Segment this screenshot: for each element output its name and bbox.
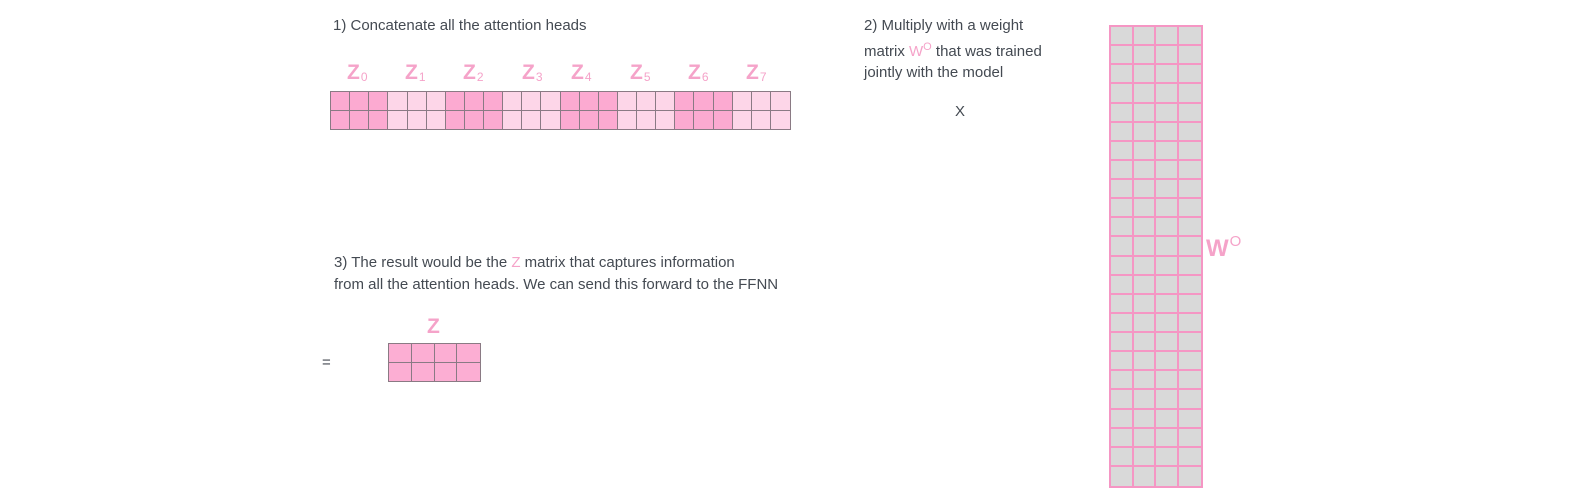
head-sub: 6 — [701, 70, 709, 84]
matrix-cell — [1134, 65, 1157, 84]
matrix-cell — [1179, 276, 1202, 295]
matrix-cell — [541, 92, 560, 111]
matrix-cell — [1156, 467, 1179, 486]
matrix-cell — [350, 111, 369, 130]
matrix-cell — [1156, 46, 1179, 65]
matrix-cell — [1134, 218, 1157, 237]
matrix-cell — [1111, 352, 1134, 371]
matrix-cell — [503, 92, 522, 111]
matrix-cell — [580, 92, 599, 111]
step3-line2: from all the attention heads. We can send this forward to the FFNN — [334, 275, 779, 293]
wo-sup: O — [923, 40, 932, 53]
matrix-cell — [1156, 429, 1179, 448]
matrix-cell — [1179, 410, 1202, 429]
weight-matrix-wo — [1109, 25, 1203, 488]
matrix-cell — [369, 111, 388, 130]
matrix-cell — [435, 344, 458, 363]
matrix-cell — [1111, 27, 1134, 46]
matrix-cell — [541, 111, 560, 130]
matrix-cell — [427, 92, 446, 111]
head-label-z6 — [688, 61, 709, 85]
multiply-symbol: X — [955, 103, 966, 120]
matrix-cell — [1156, 65, 1179, 84]
matrix-cell — [1134, 180, 1157, 199]
step3-line1-before: 3) The result would be the — [334, 254, 512, 271]
head-letter: Z — [347, 61, 360, 84]
matrix-cell — [637, 92, 656, 111]
matrix-cell — [1134, 161, 1157, 180]
step2-line2-after: that was trained — [931, 42, 1042, 60]
matrix-cell — [714, 111, 733, 130]
matrix-cell — [1134, 199, 1157, 218]
matrix-cell — [752, 111, 771, 130]
head-label-z7 — [746, 61, 767, 85]
matrix-cell — [1179, 142, 1202, 161]
matrix-cell — [1179, 84, 1202, 103]
head-sub: 4 — [584, 70, 592, 84]
step3-caption — [334, 252, 778, 295]
matrix-cell — [1134, 104, 1157, 123]
matrix-cell — [1156, 237, 1179, 256]
matrix-cell — [1156, 371, 1179, 390]
matrix-cell — [435, 363, 458, 382]
matrix-cell — [1111, 84, 1134, 103]
matrix-cell — [694, 111, 713, 130]
matrix-cell — [675, 111, 694, 130]
matrix-cell — [1179, 180, 1202, 199]
matrix-cell — [408, 111, 427, 130]
matrix-cell — [1179, 161, 1202, 180]
head-label-z2 — [463, 61, 484, 85]
matrix-cell — [618, 111, 637, 130]
matrix-cell — [1134, 46, 1157, 65]
step3-z-highlight: Z — [511, 254, 521, 271]
matrix-cell — [1111, 199, 1134, 218]
matrix-cell — [522, 111, 541, 130]
head-sub: 5 — [643, 70, 651, 84]
matrix-cell — [1156, 104, 1179, 123]
matrix-cell — [408, 92, 427, 111]
matrix-cell — [412, 363, 435, 382]
matrix-cell — [1134, 257, 1157, 276]
step2-caption — [864, 15, 1042, 84]
matrix-cell — [733, 92, 752, 111]
matrix-cell — [1111, 467, 1134, 486]
head-letter: Z — [522, 61, 535, 84]
z-matrix-label: Z — [427, 315, 440, 338]
matrix-cell — [1111, 429, 1134, 448]
matrix-cell — [1156, 448, 1179, 467]
matrix-cell — [1134, 237, 1157, 256]
matrix-cell — [1179, 218, 1202, 237]
matrix-cell — [1111, 371, 1134, 390]
matrix-cell — [1156, 218, 1179, 237]
matrix-cell — [1134, 333, 1157, 352]
matrix-cell — [1134, 371, 1157, 390]
matrix-cell — [1111, 314, 1134, 333]
matrix-cell — [484, 111, 503, 130]
matrix-cell — [1111, 257, 1134, 276]
step3-line1 — [334, 252, 778, 274]
matrix-cell — [1134, 295, 1157, 314]
head-label-z1 — [405, 61, 426, 85]
matrix-cell — [1156, 276, 1179, 295]
result-z-matrix — [388, 343, 481, 382]
matrix-cell — [1156, 314, 1179, 333]
matrix-cell — [1111, 390, 1134, 409]
matrix-cell — [1156, 199, 1179, 218]
matrix-cell — [331, 111, 350, 130]
head-label-z5 — [630, 61, 651, 85]
matrix-cell — [1111, 180, 1134, 199]
head-sub: 0 — [360, 70, 368, 84]
matrix-cell — [656, 111, 675, 130]
matrix-cell — [1111, 295, 1134, 314]
matrix-cell — [1156, 84, 1179, 103]
wo-label-sup: O — [1229, 233, 1242, 250]
head-letter: Z — [405, 61, 418, 84]
matrix-cell — [1156, 257, 1179, 276]
matrix-cell — [1179, 46, 1202, 65]
head-sub: 1 — [418, 70, 426, 84]
matrix-cell — [599, 111, 618, 130]
head-sub: 2 — [476, 70, 484, 84]
matrix-cell — [733, 111, 752, 130]
matrix-cell — [1111, 65, 1134, 84]
matrix-cell — [389, 344, 412, 363]
matrix-cell — [503, 111, 522, 130]
matrix-cell — [457, 363, 480, 382]
matrix-cell — [1134, 27, 1157, 46]
matrix-cell — [656, 92, 675, 111]
matrix-cell — [714, 92, 733, 111]
matrix-cell — [1179, 448, 1202, 467]
matrix-cell — [1134, 448, 1157, 467]
matrix-cell — [446, 92, 465, 111]
matrix-cell — [1134, 352, 1157, 371]
matrix-cell — [1179, 429, 1202, 448]
matrix-cell — [561, 92, 580, 111]
matrix-cell — [1134, 390, 1157, 409]
step2-line3: jointly with the model — [864, 64, 1004, 81]
head-label-z3 — [522, 61, 543, 85]
matrix-cell — [1111, 237, 1134, 256]
matrix-cell — [1134, 123, 1157, 142]
matrix-cell — [1156, 123, 1179, 142]
matrix-cell — [1179, 390, 1202, 409]
matrix-cell — [1111, 333, 1134, 352]
head-letter: Z — [463, 61, 476, 84]
step2-line1: 2) Multiply with a weight — [864, 17, 1024, 34]
matrix-cell — [388, 92, 407, 111]
matrix-cell — [1179, 199, 1202, 218]
head-sub: 7 — [759, 70, 767, 84]
matrix-cell — [1179, 314, 1202, 333]
matrix-cell — [1134, 467, 1157, 486]
matrix-cell — [1111, 161, 1134, 180]
matrix-cell — [465, 92, 484, 111]
matrix-cell — [1134, 142, 1157, 161]
head-sub: 3 — [535, 70, 543, 84]
matrix-cell — [1156, 27, 1179, 46]
step2-wo-highlight — [909, 40, 932, 60]
matrix-cell — [1156, 333, 1179, 352]
matrix-cell — [675, 92, 694, 111]
concatenated-heads-matrix — [330, 91, 791, 130]
matrix-cell — [694, 92, 713, 111]
matrix-cell — [1179, 27, 1202, 46]
wo-label-letter: W — [1206, 235, 1229, 262]
matrix-cell — [1179, 295, 1202, 314]
head-letter: Z — [630, 61, 643, 84]
matrix-cell — [1111, 410, 1134, 429]
matrix-cell — [1111, 104, 1134, 123]
matrix-cell — [1134, 429, 1157, 448]
head-label-z4 — [571, 61, 592, 85]
matrix-cell — [1156, 352, 1179, 371]
matrix-cell — [580, 111, 599, 130]
head-letter: Z — [746, 61, 759, 84]
matrix-cell — [1179, 371, 1202, 390]
matrix-cell — [389, 363, 412, 382]
wo-matrix-label — [1206, 233, 1241, 263]
matrix-cell — [1179, 467, 1202, 486]
matrix-cell — [350, 92, 369, 111]
matrix-cell — [1111, 46, 1134, 65]
matrix-cell — [388, 111, 407, 130]
matrix-cell — [1179, 123, 1202, 142]
matrix-cell — [771, 111, 790, 130]
matrix-cell — [1111, 448, 1134, 467]
equals-symbol: = — [322, 354, 331, 371]
matrix-cell — [457, 344, 480, 363]
step3-line1-after: matrix that captures information — [520, 254, 735, 271]
matrix-cell — [412, 344, 435, 363]
matrix-cell — [1179, 352, 1202, 371]
matrix-cell — [599, 92, 618, 111]
matrix-cell — [752, 92, 771, 111]
head-letter: Z — [571, 61, 584, 84]
matrix-cell — [1179, 257, 1202, 276]
matrix-cell — [1156, 180, 1179, 199]
matrix-cell — [427, 111, 446, 130]
matrix-cell — [1111, 123, 1134, 142]
matrix-cell — [1156, 390, 1179, 409]
step2-line2 — [864, 37, 1042, 63]
matrix-cell — [369, 92, 388, 111]
matrix-cell — [484, 92, 503, 111]
wo-letter: W — [909, 42, 924, 60]
matrix-cell — [771, 92, 790, 111]
matrix-cell — [1179, 237, 1202, 256]
matrix-cell — [1179, 65, 1202, 84]
matrix-cell — [1156, 410, 1179, 429]
head-label-z0 — [347, 61, 368, 85]
matrix-cell — [637, 111, 656, 130]
matrix-cell — [1134, 410, 1157, 429]
matrix-cell — [1134, 84, 1157, 103]
matrix-cell — [1179, 333, 1202, 352]
matrix-cell — [1156, 142, 1179, 161]
matrix-cell — [561, 111, 580, 130]
matrix-cell — [1111, 276, 1134, 295]
matrix-cell — [1111, 142, 1134, 161]
matrix-cell — [522, 92, 541, 111]
matrix-cell — [1156, 295, 1179, 314]
matrix-cell — [446, 111, 465, 130]
matrix-cell — [618, 92, 637, 111]
matrix-cell — [1134, 314, 1157, 333]
head-letter: Z — [688, 61, 701, 84]
matrix-cell — [331, 92, 350, 111]
matrix-cell — [1111, 218, 1134, 237]
step2-line2-before: matrix — [864, 42, 909, 60]
matrix-cell — [1134, 276, 1157, 295]
matrix-cell — [1179, 104, 1202, 123]
step1-caption: 1) Concatenate all the attention heads — [333, 17, 587, 34]
matrix-cell — [1156, 161, 1179, 180]
matrix-cell — [465, 111, 484, 130]
